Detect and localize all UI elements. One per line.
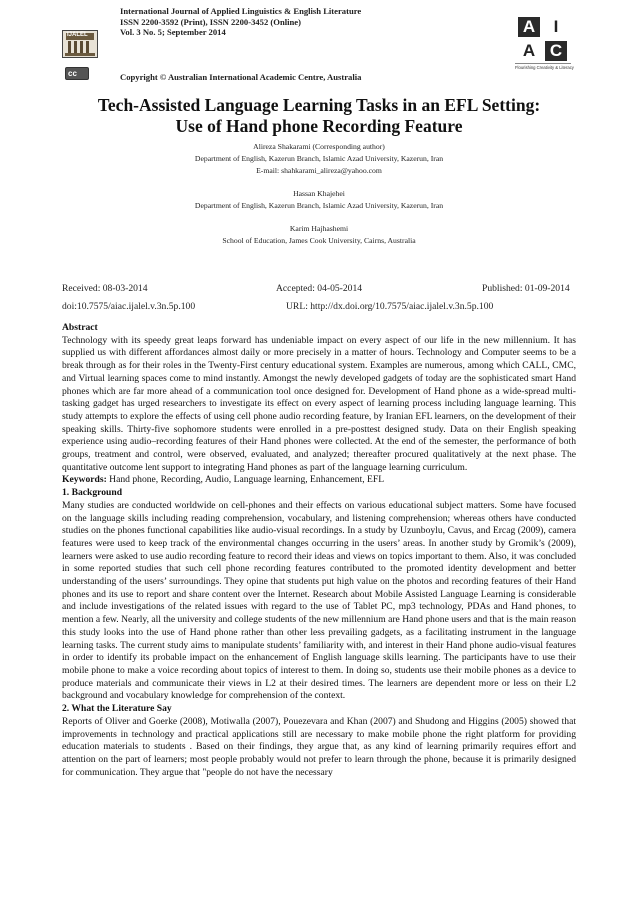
author-affiliation: Department of English, Kazerun Branch, Islamic Azad University, Kazerun, Iran [194,154,444,163]
paper-title-line-1: Tech-Assisted Language Learning Tasks in an EFL Setting: [97,95,541,115]
received-date: Received: 08-03-2014 [62,283,148,294]
keywords-text: Hand phone, Recording, Audio, Language learning, Enhancement, EFL [109,474,385,486]
section-text-literature: Reports of Oliver and Goerke (2008), Motiwalla (2007), Pouezevara and Khan (2007) and Shudong and Higgins (2005) showed that improvements in technology and practical applications still are necessary to make mobile phone the right platform for providing education materials to students . Based on their findings, they argue that, as any kind of learning primarily requires effort and attention on the part of learners; most people probably would not prefer to learn through the phone, because it is primarily designed for communication. They argue that "people do not have the necessary [62,715,576,778]
copyright-line: Copyright © Australian International Academic Centre, Australia [120,72,362,82]
section-heading-background: 1. Background [62,487,123,499]
journal-logo-text: IJALEL [67,32,88,38]
published-date: Published: 01-09-2014 [482,283,570,294]
paper-title-line-2: Use of Hand phone Recording Feature [175,116,463,136]
creative-commons-badge [65,67,89,80]
paper-title [40,95,598,137]
aiac-tagline: Flourishing Creativity & Literacy [515,65,574,70]
doi: doi:10.7575/aiac.ijalel.v.3n.5p.100 [62,301,196,312]
aiac-letter-2: I [545,17,567,37]
aiac-logo [515,15,575,77]
keywords [62,474,576,487]
author-block [0,141,638,247]
journal-name: International Journal of Applied Linguistics & English Literature [120,6,362,16]
author-name: Alireza Shakarami (Corresponding author) [253,142,385,151]
section-heading-literature: 2. What the Literature Say [62,703,172,715]
abstract-heading: Abstract [62,322,98,333]
journal-logo [62,30,98,58]
journal-volume: Vol. 3 No. 5; September 2014 [120,27,226,37]
author-email: E-mail: shahkarami_alireza@yahoo.com [256,166,382,175]
journal-header [62,6,578,82]
author-name: Karim Hajhashemi [289,224,349,233]
aiac-letter-1: A [518,17,540,37]
cc-badge-label: cc [68,69,77,78]
author-affiliation: Department of English, Kazerun Branch, Islamic Azad University, Kazerun, Iran [194,201,444,210]
aiac-letter-3: A [518,41,540,61]
author-name: Hassan Khajehei [293,189,345,198]
journal-info [120,6,361,38]
abstract-text: Technology with its speedy great leaps forward has undeniable impact on every aspect of our life in the new millennium. It has supplied us with different affordances almost daily or more precisely in a matter of hours. Technology and Computer seems to be a break through as for their roles in the Twenty-First century educational system. Examples are numerous, among which CALL, CMC, and Virtual learning spaces come to mind instantly. Amongst the newly developed gadgets of today are the sophisticated smart Hand phones which are far more ahead of a communication tool once designed for. Development of Hand phone as a wide-spread multi-tasking gadget has urged researchers to investigate its effect on every aspect of learning process including language learning. This study attempts to explore the effects of using cell phone audio recording feature, by Iranian EFL learners, on the development of their speaking skills. Thirty-five sophomore students were enrolled in a pre-posttest designed study. Data on their English speaking experience using audio–recording features of their Hand phones were collected. At the end of the semester, the performance of both groups, treatment and control, were observed, evaluated, and analyzed; thereafter procured qualitatively at the next phase. The quantitative outcome lent support to integrating Hand phones as part of the language learning curriculum. [62,334,576,473]
journal-issn: ISSN 2200-3592 (Print), ISSN 2200-3452 (Online) [120,16,301,27]
section-text-background: Many studies are conducted worldwide on cell-phones and their effects on various educational subject matters. Some have focused on the language skills including reading comprehension, vocabulary, and listening comprehension; whereas others have conducted studies on the phones functional capabilities like audio-visual recordings. In a study by Uzunboylu, Cavus, and Ercag (2009), camera features were used to keep track of the environmental changes occurring in the users’ areas. In another study by Gromik’s (2009), learners were asked to use audio recording feature to record their ideas and views on topics important to them. Also, it was concluded in some reported studies that such cell phone recording features contributed to the promoted identity development and better understanding of the users’ surroundings. They opine that students put high value on the photos and recording features of their Hand phones and its use to report and share content over the Internet. Research about Mobile Assisted Language Learning is considerable and include investigations of the related issues with regard to the use of Tablet PC, mp3 technology, PDAs and Hand phones, to mention a few. Nearly, all the university and college students of the new millennium are Hand phone users and that is the main reason this study looks into the use of Hand phone rather than other less prevailing gadgets, as a facilitating instrument in the language learning tasks. The current study aims to manipulate students’ familiarity with, and interest in their Hand phone audio-visual features in order to identify its probable impact on the enhancement of English language skills learning. The participants have to use their mobile phone to make a voice recording about topics of interest to them. In doing so, students use their mobile phones as a device to produce materials and communicate their views in L2 at their desired times. The learners are dependent more or less on their L2 background and vocabulary knowledge for comprehension of the context. [62,499,576,702]
author-affiliation: School of Education, James Cook University, Cairns, Australia [222,236,416,245]
keywords-label: Keywords: [62,474,107,486]
accepted-date: Accepted: 04-05-2014 [276,283,363,294]
aiac-letter-4: C [545,41,567,61]
doi-url[interactable]: URL: http://dx.doi.org/10.7575/aiac.ijalel.v.3n.5p.100 [286,301,494,312]
paper-body [62,322,576,779]
